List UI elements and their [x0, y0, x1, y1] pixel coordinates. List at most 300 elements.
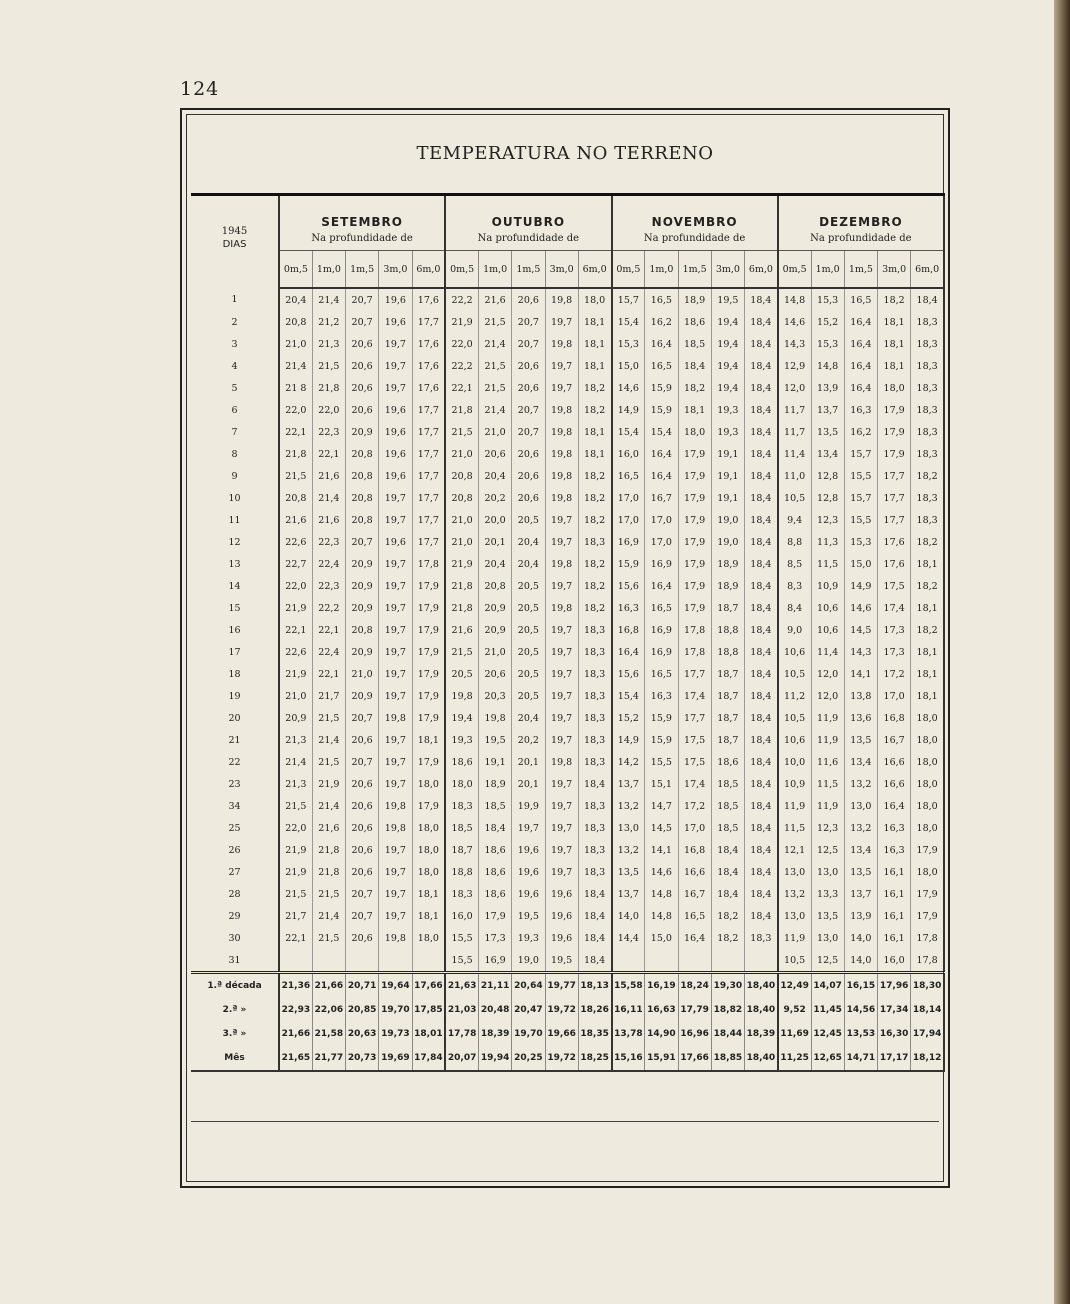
temperature-cell: 18,1	[412, 729, 445, 751]
temperature-cell: 18,0	[412, 839, 445, 861]
temperature-cell: 11,2	[778, 685, 811, 707]
temperature-cell: 14,0	[844, 927, 877, 949]
temperature-cell: 21,5	[279, 795, 312, 817]
temperature-cell: 13,4	[844, 751, 877, 773]
table-title: TEMPERATURA NO TERRENO	[416, 143, 714, 164]
temperature-cell: 11,4	[811, 641, 844, 663]
temperature-cell: 15,3	[612, 333, 645, 355]
summary-value: 19,70	[379, 998, 412, 1022]
summary-row	[191, 1046, 944, 1071]
temperature-cell: 20,8	[445, 487, 478, 509]
temperature-cell: 17,6	[412, 288, 445, 311]
temperature-cell: 14,3	[778, 333, 811, 355]
temperature-cell: 18,3	[911, 443, 944, 465]
temperature-cell: 19,3	[445, 729, 478, 751]
temperature-cell: 19,6	[379, 465, 412, 487]
temperature-cell: 19,8	[545, 597, 578, 619]
temperature-cell: 19,8	[545, 553, 578, 575]
temperature-cell: 16,9	[479, 949, 512, 973]
day-number: 17	[191, 641, 279, 663]
temperature-cell: 16,5	[645, 663, 678, 685]
temperature-cell: 16,9	[645, 619, 678, 641]
temperature-cell: 20,2	[479, 487, 512, 509]
temperature-cell: 20,4	[512, 531, 545, 553]
temperature-cell: 21 8	[279, 377, 312, 399]
month-header-3	[778, 195, 944, 251]
temperature-cell: 19,7	[379, 751, 412, 773]
temperature-cell: 18,1	[678, 399, 711, 421]
temperature-cell: 18,2	[578, 487, 611, 509]
temperature-cell: 19,6	[512, 839, 545, 861]
temperature-cell: 20,2	[512, 729, 545, 751]
temperature-cell: 20,6	[346, 927, 379, 949]
temperature-cell: 18,4	[745, 905, 778, 927]
temperature-cell: 20,7	[346, 531, 379, 553]
temperature-cell	[412, 949, 445, 973]
temperature-cell: 21,5	[312, 707, 345, 729]
temperature-cell: 19,0	[711, 531, 744, 553]
month-name: NOVEMBRO	[651, 215, 738, 229]
summary-value: 14,07	[811, 973, 844, 999]
temperature-cell: 18,4	[745, 487, 778, 509]
table-row	[191, 905, 944, 927]
temperature-cell: 12,8	[811, 487, 844, 509]
temperature-cell: 17,4	[878, 597, 911, 619]
temperature-cell: 21,6	[479, 288, 512, 311]
temperature-cell: 18,6	[445, 751, 478, 773]
day-number: 21	[191, 729, 279, 751]
temperature-cell: 17,7	[412, 487, 445, 509]
summary-value: 18,39	[479, 1022, 512, 1046]
summary-value: 20,64	[512, 973, 545, 999]
temperature-cell: 14,4	[612, 927, 645, 949]
summary-value: 19,73	[379, 1022, 412, 1046]
temperature-cell: 19,7	[379, 839, 412, 861]
table-row	[191, 861, 944, 883]
temperature-cell: 22,2	[445, 288, 478, 311]
summary-value: 21,03	[445, 998, 478, 1022]
temperature-cell: 18,2	[878, 288, 911, 311]
temperature-cell: 19,5	[711, 288, 744, 311]
temperature-cell: 22,0	[445, 333, 478, 355]
temperature-cell: 20,4	[479, 465, 512, 487]
temperature-cell: 20,6	[346, 355, 379, 377]
temperature-cell	[711, 949, 744, 973]
temperature-cell: 16,4	[645, 575, 678, 597]
temperature-cell: 17,0	[878, 685, 911, 707]
temperature-cell: 18,2	[911, 465, 944, 487]
temperature-cell: 19,6	[545, 905, 578, 927]
temperature-cell: 21,6	[279, 509, 312, 531]
temperature-cell: 18,3	[911, 377, 944, 399]
summary-value: 17,78	[445, 1022, 478, 1046]
temperature-cell: 17,9	[678, 531, 711, 553]
summary-value: 21,66	[312, 973, 345, 999]
temperature-cell: 20,1	[512, 773, 545, 795]
temperature-cell: 21,3	[312, 333, 345, 355]
temperature-cell: 11,9	[811, 729, 844, 751]
temperature-cell: 17,9	[678, 597, 711, 619]
temperature-cell: 18,4	[745, 619, 778, 641]
temperature-cell: 19,7	[379, 355, 412, 377]
temperature-cell: 15,3	[811, 333, 844, 355]
temperature-cell: 19,3	[711, 399, 744, 421]
summary-value: 21,66	[279, 1022, 312, 1046]
temperature-cell: 17,9	[412, 575, 445, 597]
temperature-cell: 16,6	[878, 773, 911, 795]
temperature-cell: 17,9	[412, 685, 445, 707]
temperature-cell: 15,5	[445, 949, 478, 973]
depth-header: 0m,5	[279, 251, 312, 289]
temperature-cell: 18,0	[412, 861, 445, 883]
temperature-cell: 21,6	[312, 465, 345, 487]
temperature-cell: 16,2	[844, 421, 877, 443]
temperature-cell: 12,5	[811, 839, 844, 861]
summary-value: 17,84	[412, 1046, 445, 1071]
temperature-cell: 18,9	[678, 288, 711, 311]
temperature-cell: 19,7	[379, 509, 412, 531]
temperature-cell: 19,7	[379, 487, 412, 509]
temperature-cell: 17,9	[412, 619, 445, 641]
temperature-cell: 18,3	[911, 311, 944, 333]
temperature-cell: 18,2	[578, 597, 611, 619]
temperature-cell: 16,7	[878, 729, 911, 751]
depth-header: 1m,0	[645, 251, 678, 289]
depth-header: 1m,0	[312, 251, 345, 289]
temperature-cell: 17,9	[678, 553, 711, 575]
table-row	[191, 597, 944, 619]
temperature-cell: 18,2	[678, 377, 711, 399]
temperature-cell: 18,1	[911, 553, 944, 575]
temperature-cell: 20,4	[512, 553, 545, 575]
temperature-cell: 16,3	[612, 597, 645, 619]
temperature-cell: 20,9	[279, 707, 312, 729]
temperature-cell: 22,4	[312, 553, 345, 575]
temperature-cell: 22,1	[312, 663, 345, 685]
temperature-cell: 18,3	[578, 641, 611, 663]
temperature-cell: 20,1	[512, 751, 545, 773]
temperature-cell: 20,4	[512, 707, 545, 729]
temperature-cell: 18,4	[745, 883, 778, 905]
temperature-cell: 15,3	[844, 531, 877, 553]
depth-header-row	[191, 251, 944, 289]
temperature-cell: 18,4	[578, 949, 611, 973]
temperature-cell: 19,7	[545, 795, 578, 817]
temperature-cell: 10,9	[811, 575, 844, 597]
temperature-cell: 21,9	[312, 773, 345, 795]
temperature-cell: 20,8	[479, 575, 512, 597]
temperature-cell: 20,7	[346, 707, 379, 729]
table-row	[191, 949, 944, 973]
temperature-cell: 18,0	[911, 707, 944, 729]
summary-value: 11,69	[778, 1022, 811, 1046]
temperature-cell: 17,9	[911, 905, 944, 927]
temperature-cell: 14,6	[844, 597, 877, 619]
day-number: 34	[191, 795, 279, 817]
temperature-cell: 18,3	[578, 685, 611, 707]
summary-value: 20,71	[346, 973, 379, 999]
temperature-cell: 17,9	[678, 465, 711, 487]
temperature-cell: 20,7	[346, 905, 379, 927]
summary-value: 9,52	[778, 998, 811, 1022]
temperature-cell: 20,6	[512, 377, 545, 399]
year-label: 1945	[221, 226, 248, 237]
temperature-cell: 19,8	[545, 399, 578, 421]
temperature-cell: 17,7	[412, 311, 445, 333]
temperature-cell: 20,7	[512, 333, 545, 355]
temperature-cell: 20,7	[346, 751, 379, 773]
summary-value: 16,63	[645, 998, 678, 1022]
temperature-cell: 9,0	[778, 619, 811, 641]
temperature-cell: 20,7	[512, 311, 545, 333]
temperature-cell: 19,7	[379, 663, 412, 685]
temperature-cell: 16,3	[844, 399, 877, 421]
summary-value: 20,63	[346, 1022, 379, 1046]
summary-value: 18,13	[578, 973, 611, 999]
temperature-cell: 21,0	[445, 509, 478, 531]
temperature-cell: 18,9	[711, 575, 744, 597]
temperature-cell: 13,2	[612, 839, 645, 861]
summary-value: 18,12	[911, 1046, 944, 1071]
depth-header: 1m,0	[479, 251, 512, 289]
temperature-cell: 20,7	[512, 399, 545, 421]
temperature-cell: 12,5	[811, 949, 844, 973]
temperature-cell: 14,0	[612, 905, 645, 927]
temperature-cell: 18,3	[578, 663, 611, 685]
temperature-cell: 16,4	[612, 641, 645, 663]
temperature-cell: 18,4	[745, 288, 778, 311]
temperature-cell	[645, 949, 678, 973]
temperature-cell: 18,0	[911, 817, 944, 839]
temperature-cell: 19,7	[379, 905, 412, 927]
temperature-cell: 18,3	[578, 751, 611, 773]
table-row	[191, 927, 944, 949]
temperature-cell: 20,6	[479, 443, 512, 465]
table-row	[191, 553, 944, 575]
temperature-cell: 18,4	[745, 861, 778, 883]
temperature-cell: 18,6	[479, 861, 512, 883]
summary-value: 22,06	[312, 998, 345, 1022]
temperature-cell: 19,8	[445, 685, 478, 707]
summary-value: 17,34	[878, 998, 911, 1022]
temperature-cell: 22,2	[445, 355, 478, 377]
temperature-cell: 18,5	[445, 817, 478, 839]
temperature-cell: 11,7	[778, 399, 811, 421]
summary-value: 15,58	[612, 973, 645, 999]
temperature-cell: 21,5	[445, 421, 478, 443]
temperature-cell: 19,7	[379, 553, 412, 575]
temperature-cell: 18,3	[911, 487, 944, 509]
temperature-cell: 18,2	[911, 575, 944, 597]
temperature-cell: 14,6	[645, 861, 678, 883]
table-row	[191, 333, 944, 355]
temperature-cell: 14,6	[612, 377, 645, 399]
temperature-cell: 18,4	[479, 817, 512, 839]
temperature-cell: 16,4	[844, 355, 877, 377]
summary-value: 19,72	[545, 998, 578, 1022]
summary-value: 17,17	[878, 1046, 911, 1071]
temperature-cell: 16,4	[678, 927, 711, 949]
day-number: 2	[191, 311, 279, 333]
temperature-cell: 15,5	[445, 927, 478, 949]
summary-value: 18,82	[711, 998, 744, 1022]
temperature-cell: 13,2	[844, 817, 877, 839]
temperature-cell: 18,3	[578, 619, 611, 641]
temperature-cell: 17,5	[678, 729, 711, 751]
temperature-cell: 10,6	[778, 641, 811, 663]
day-number: 4	[191, 355, 279, 377]
temperature-cell: 22,7	[279, 553, 312, 575]
temperature-cell: 21,5	[312, 927, 345, 949]
temperature-cell: 17,7	[878, 465, 911, 487]
temperature-cell: 18,1	[911, 597, 944, 619]
temperature-cell: 21,0	[279, 333, 312, 355]
temperature-cell: 18,4	[745, 311, 778, 333]
table-row	[191, 641, 944, 663]
temperature-cell: 21,5	[312, 355, 345, 377]
temperature-cell: 17,7	[412, 443, 445, 465]
temperature-cell: 20,9	[479, 597, 512, 619]
temperature-cell: 17,9	[911, 839, 944, 861]
temperature-cell: 18,2	[911, 619, 944, 641]
temperature-cell: 12,9	[778, 355, 811, 377]
temperature-cell: 17,7	[678, 663, 711, 685]
temperature-cell: 17,5	[678, 751, 711, 773]
temperature-cell: 19,7	[545, 377, 578, 399]
summary-value: 14,71	[844, 1046, 877, 1071]
temperature-cell: 20,5	[512, 641, 545, 663]
temperature-cell: 16,0	[878, 949, 911, 973]
day-number: 31	[191, 949, 279, 973]
temperature-cell: 21,4	[479, 333, 512, 355]
temperature-cell: 18,4	[711, 883, 744, 905]
temperature-cell: 17,9	[412, 641, 445, 663]
temperature-cell: 11,9	[778, 795, 811, 817]
summary-value: 19,66	[545, 1022, 578, 1046]
summary-value: 16,19	[645, 973, 678, 999]
table-row	[191, 377, 944, 399]
temperature-cell: 22,1	[279, 619, 312, 641]
day-number: 11	[191, 509, 279, 531]
temperature-cell: 21,5	[279, 465, 312, 487]
table-row	[191, 355, 944, 377]
temperature-cell: 14,9	[844, 575, 877, 597]
temperature-cell: 17,6	[878, 553, 911, 575]
temperature-cell: 17,7	[678, 707, 711, 729]
temperature-cell: 13,0	[811, 927, 844, 949]
temperature-cell: 15,9	[645, 729, 678, 751]
temperature-cell: 22,1	[312, 619, 345, 641]
temperature-cell: 18,7	[711, 729, 744, 751]
summary-value: 19,69	[379, 1046, 412, 1071]
temperature-cell: 15,4	[612, 685, 645, 707]
temperature-cell: 20,9	[346, 641, 379, 663]
summary-value: 21,36	[279, 973, 312, 999]
temperature-cell: 17,6	[412, 333, 445, 355]
temperature-cell: 19,8	[545, 487, 578, 509]
temperature-cell: 18,4	[911, 288, 944, 311]
temperature-cell: 13,9	[844, 905, 877, 927]
temperature-cell: 21,6	[312, 509, 345, 531]
temperature-cell: 8,5	[778, 553, 811, 575]
temperature-cell: 18,4	[745, 575, 778, 597]
table-row	[191, 817, 944, 839]
table-row	[191, 443, 944, 465]
day-number: 26	[191, 839, 279, 861]
temperature-cell: 20,8	[346, 443, 379, 465]
temperature-cell: 18,4	[745, 421, 778, 443]
temperature-cell: 17,0	[678, 817, 711, 839]
temperature-cell: 18,6	[479, 883, 512, 905]
temperature-cell: 21,5	[279, 883, 312, 905]
temperature-cell: 19,7	[545, 509, 578, 531]
temperature-cell: 17,9	[479, 905, 512, 927]
summary-value: 18,40	[745, 973, 778, 999]
temperature-cell: 22,0	[279, 575, 312, 597]
temperature-cell: 19,8	[545, 421, 578, 443]
day-number: 15	[191, 597, 279, 619]
temperature-cell: 19,5	[545, 949, 578, 973]
temperature-cell: 15,5	[844, 509, 877, 531]
temperature-cell: 19,7	[545, 817, 578, 839]
temperature-cell: 20,9	[479, 619, 512, 641]
temperature-cell: 20,8	[279, 487, 312, 509]
temperature-cell: 21,9	[445, 553, 478, 575]
temperature-cell: 21,8	[312, 377, 345, 399]
temperature-cell: 14,1	[844, 663, 877, 685]
temperature-cell: 19,6	[379, 288, 412, 311]
temperature-cell: 19,4	[711, 311, 744, 333]
temperature-cell: 18,1	[578, 421, 611, 443]
temperature-cell: 18,0	[412, 927, 445, 949]
temperature-cell: 21,8	[445, 597, 478, 619]
temperature-cell: 18,3	[578, 817, 611, 839]
table-inner-frame	[186, 114, 944, 1182]
temperature-cell: 18,5	[479, 795, 512, 817]
summary-value: 14,56	[844, 998, 877, 1022]
temperature-cell: 18,7	[711, 685, 744, 707]
temperature-cell: 18,3	[578, 729, 611, 751]
table-row	[191, 729, 944, 751]
temperature-cell: 18,2	[711, 927, 744, 949]
temperature-cell: 16,3	[878, 817, 911, 839]
temperature-cell: 22,4	[312, 641, 345, 663]
temperature-cell: 15,7	[844, 487, 877, 509]
temperature-cell: 20,6	[512, 443, 545, 465]
temperature-cell: 21,4	[312, 487, 345, 509]
temperature-cell: 18,2	[911, 531, 944, 553]
temperature-cell: 19,7	[545, 861, 578, 883]
temperature-cell: 15,6	[612, 663, 645, 685]
temperature-cell: 19,7	[545, 839, 578, 861]
temperature-cell: 18,3	[578, 531, 611, 553]
month-header-1	[445, 195, 611, 251]
temperature-cell: 19,7	[545, 355, 578, 377]
summary-value: 18,24	[678, 973, 711, 999]
temperature-cell: 16,2	[645, 311, 678, 333]
temperature-cell: 21,4	[312, 729, 345, 751]
temperature-cell: 18,0	[445, 773, 478, 795]
temperature-cell: 19,1	[711, 443, 744, 465]
day-number: 7	[191, 421, 279, 443]
summary-row	[191, 1022, 944, 1046]
temperature-cell: 11,7	[778, 421, 811, 443]
day-number: 5	[191, 377, 279, 399]
temperature-cell: 19,0	[711, 509, 744, 531]
temperature-cell: 17,2	[678, 795, 711, 817]
temperature-cell: 10,5	[778, 949, 811, 973]
temperature-cell: 19,8	[379, 795, 412, 817]
